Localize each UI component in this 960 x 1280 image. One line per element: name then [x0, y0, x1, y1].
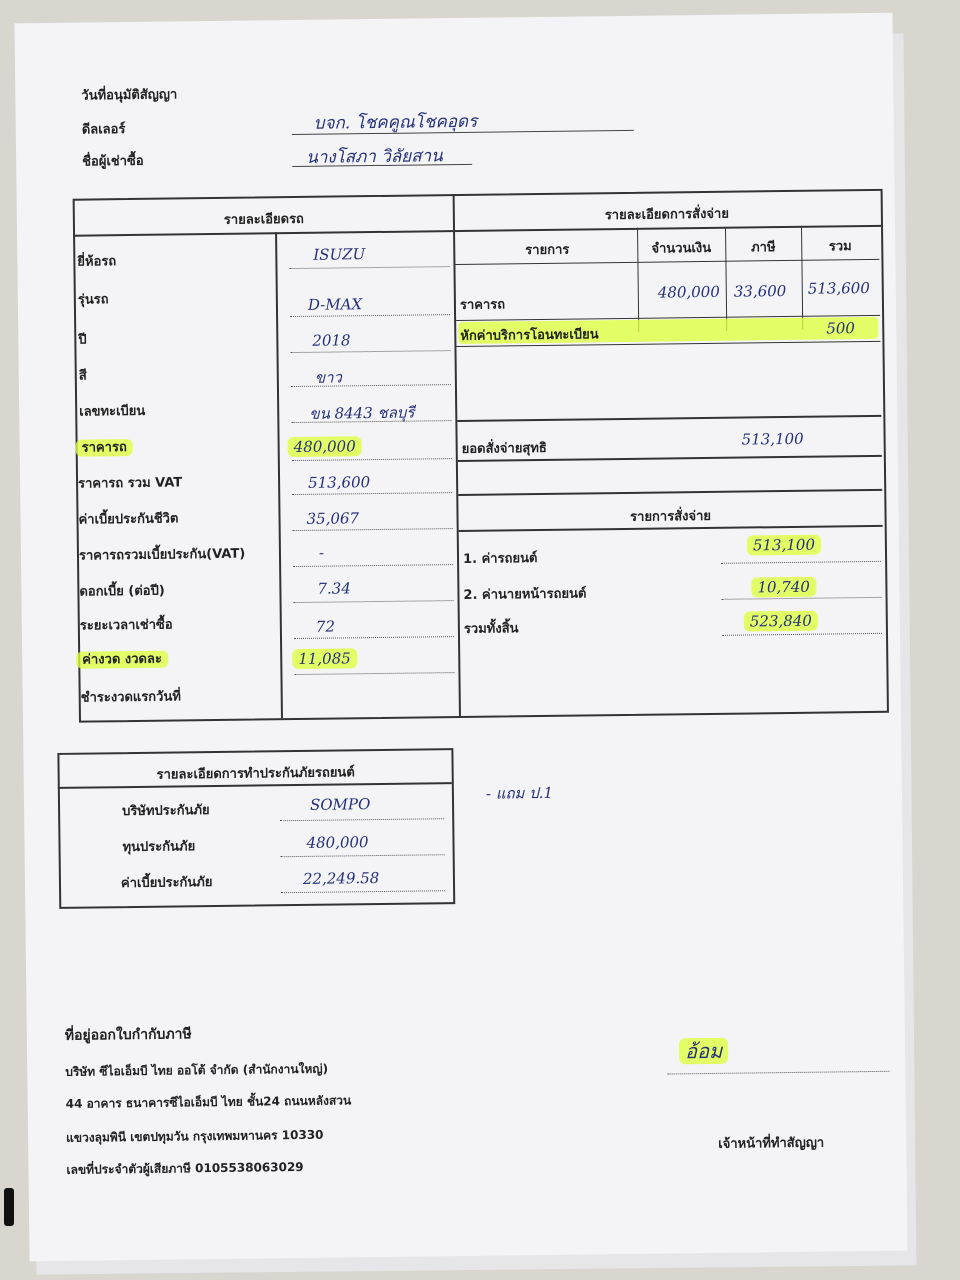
price-vat-value: 513,600 — [307, 473, 371, 492]
tax-address-line1: บริษัท ซีไอเอ็มบี ไทย ออโต้ จำกัด (สำนักงานใหญ่) — [65, 1061, 329, 1079]
car-price-value: 480,000 — [288, 437, 362, 456]
car-year-value: 2018 — [312, 331, 351, 350]
car-color-value: ขาว — [314, 368, 343, 387]
car-price-total: 513,600 — [807, 278, 870, 298]
order-title: รายการสั่งจ่าย — [630, 508, 712, 525]
insurance-note: - แถม ป.1 — [485, 783, 554, 803]
net-value: 513,100 — [741, 429, 804, 449]
signature-line — [667, 1071, 889, 1075]
col-total: รวม — [828, 239, 852, 255]
approval-date-label: วันที่อนุมัติสัญญา — [81, 87, 178, 104]
car-price-label: ราคารถ — [76, 436, 133, 458]
contract-sheet — [14, 13, 907, 1262]
car-model-value: D-MAX — [307, 295, 363, 314]
binder-clip-mark — [4, 1188, 14, 1226]
lessee-label: ชื่อผู้เช่าซื้อ — [82, 153, 144, 170]
car-brand-label: ยี่ห้อรถ — [77, 254, 117, 270]
order-item-2-label: 2. ค่านายหน้ารถยนต์ — [463, 586, 587, 603]
order-item-1-label: 1. ค่ารถยนต์ — [462, 551, 538, 567]
signature-label: เจ้าหน้าที่ทำสัญญา — [718, 1135, 825, 1152]
order-total-label: รวมทั้งสิ้น — [463, 621, 519, 637]
interest-label: ดอกเบี้ย (ต่อปี) — [79, 583, 165, 600]
premium-value: 22,249.58 — [302, 869, 380, 888]
registration-total: 500 — [826, 319, 856, 338]
car-price-amount: 480,000 — [657, 282, 720, 302]
order-item-1-value: 513,100 — [747, 536, 821, 555]
life-insurance-value: 35,067 — [306, 509, 360, 528]
tax-tax-id: เลขที่ประจำตัวผู้เสียภาษี 0105538063029 — [66, 1159, 304, 1177]
signature: อ้อม — [679, 1035, 729, 1068]
dealer-label: ดีลเลอร์ — [81, 122, 126, 138]
insurer-value: SOMPO — [309, 795, 371, 814]
first-payment-label: ชำระงวดแรกวันที่ — [80, 689, 181, 706]
installment-value: 11,085 — [292, 649, 357, 668]
dealer-value: บจก. โชคคูณโชคอุดร — [313, 111, 478, 134]
price-incl-insurance-label: ราคารถรวมเบี้ยประกัน(VAT) — [78, 546, 246, 564]
term-value: 72 — [315, 617, 336, 636]
net-label: ยอดสั่งจ่ายสุทธิ — [461, 440, 547, 457]
price-incl-insurance-value: - — [318, 543, 325, 562]
installment-label: ค่างวด งวดละ — [76, 648, 168, 670]
order-total-value: 523,840 — [744, 612, 818, 631]
col-tax: ภาษี — [750, 240, 776, 256]
insurer-label: บริษัทประกันภัย — [122, 803, 210, 820]
car-year-label: ปี — [78, 332, 87, 348]
life-insurance-label: ค่าเบี้ยประกันชีวิต — [78, 511, 179, 528]
sum-insured-label: ทุนประกันภัย — [122, 839, 196, 856]
insurance-title: รายละเอียดการทำประกันภัยรถยนต์ — [156, 765, 355, 783]
lessee-value: นางโสภา วิลัยสาน — [306, 146, 443, 168]
premium-label: ค่าเบี้ยประกันภัย — [120, 875, 213, 892]
car-price-item: ราคารถ — [459, 297, 506, 313]
registration-label: หักค่าบริการโอนทะเบียน — [460, 327, 599, 344]
plate-value: ขน 8443 ชลบุรี — [309, 403, 415, 423]
tax-address-title: ที่อยู่ออกใบกำกับภาษี — [64, 1026, 192, 1044]
car-details-title: รายละเอียดรถ — [223, 211, 304, 228]
col-item: รายการ — [525, 242, 570, 259]
car-price-tax: 33,600 — [733, 282, 787, 301]
price-vat-label: ราคารถ รวม VAT — [78, 475, 183, 492]
car-model-label: รุ่นรถ — [77, 292, 109, 308]
sum-insured-value: 480,000 — [306, 833, 369, 852]
interest-value: 7.34 — [317, 579, 351, 598]
order-item-2-value: 10,740 — [751, 578, 816, 597]
payment-title: รายละเอียดการสั่งจ่าย — [604, 206, 730, 224]
term-label: ระยะเวลาเช่าซื้อ — [79, 617, 173, 634]
tax-address-line2: 44 อาคาร ธนาคารซีไอเอ็มบี ไทย ชั้น24 ถนนหลังสวน — [65, 1093, 352, 1111]
plate-label: เลขทะเบียน — [79, 403, 146, 420]
col-amount: จำนวนเงิน — [651, 240, 712, 257]
tax-address-line3: แขวงลุมพินี เขตปทุมวัน กรุงเทพมหานคร 10330 — [66, 1127, 324, 1145]
car-color-label: สี — [78, 368, 87, 384]
car-brand-value: ISUZU — [313, 245, 366, 264]
